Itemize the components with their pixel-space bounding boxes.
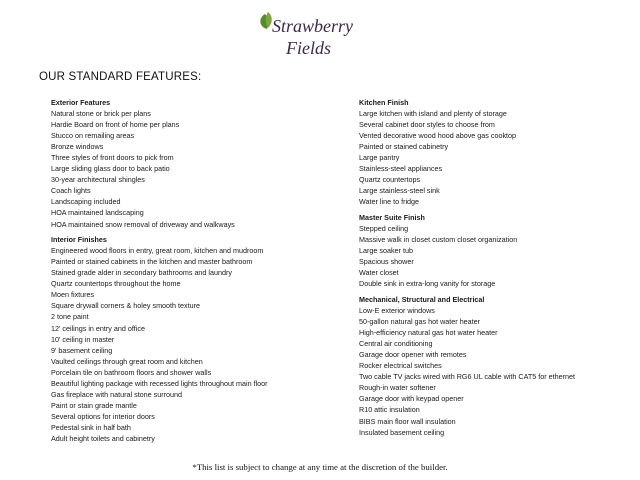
feature-item: Square drywall corners & holey smooth texture xyxy=(51,301,201,311)
feature-item: 10' ceiling in master xyxy=(51,334,115,344)
logo-graphic xyxy=(256,10,356,62)
feature-item: 9' basement ceiling xyxy=(51,345,113,355)
section-title: Kitchen Finish xyxy=(359,98,409,107)
feature-item: Massive walk in closet custom closet organization xyxy=(359,235,518,245)
feature-item: 2 tone paint xyxy=(51,312,89,322)
logo-text-line1: Strawberry xyxy=(272,16,353,36)
feature-item: Water closet xyxy=(359,268,399,278)
right-feature-column xyxy=(359,97,629,442)
feature-item: Large pantry xyxy=(359,153,400,163)
feature-item: High-efficiency natural gas hot water heater xyxy=(359,328,498,338)
feature-item: Painted or stained cabinets in the kitchen and master bathroom xyxy=(51,257,253,267)
feature-item: Beautiful lighting package with recessed lights throughout main floor xyxy=(51,378,268,388)
feature-item: Stained grade alder in secondary bathrooms and laundry xyxy=(51,268,233,278)
feature-item: Coach lights xyxy=(51,186,91,196)
feature-item: Landscaping included xyxy=(51,197,121,207)
feature-item: 30-year architectural shingles xyxy=(51,175,145,185)
feature-item: Several options for interior doors xyxy=(51,411,155,421)
feature-item: Double sink in extra-long vanity for storage xyxy=(359,279,496,289)
feature-item: Low-E exterior windows xyxy=(359,306,435,316)
feature-item: Moen fixtures xyxy=(51,290,95,300)
strawberry-fields-logo xyxy=(256,10,356,62)
feature-item: 50-gallon natural gas hot water heater xyxy=(359,317,481,327)
feature-item: R10 attic insulation xyxy=(359,405,420,415)
feature-item: Spacious shower xyxy=(359,257,414,267)
feature-item: Two cable TV jacks wired with RG6 UL cable with CAT5 for ethernet xyxy=(359,372,575,382)
feature-section xyxy=(51,234,341,444)
feature-item: Water line to fridge xyxy=(359,197,420,207)
feature-item: Engineered wood floors in entry, great room, kitchen and mudroom xyxy=(51,246,264,256)
feature-item: HOA maintained landscaping xyxy=(51,208,144,218)
feature-item: Garage door opener with remotes xyxy=(359,350,467,360)
feature-item: Stepped ceiling xyxy=(359,224,409,234)
feature-item: Several cabinet door styles to choose from xyxy=(359,120,495,130)
feature-item: Quartz countertops xyxy=(359,175,421,185)
feature-item: Paint or stain grade mantle xyxy=(51,400,137,410)
feature-item: Large soaker tub xyxy=(359,246,413,256)
feature-item: Quartz countertops throughout the home xyxy=(51,279,181,289)
feature-item: Adult height toilets and cabinetry xyxy=(51,434,155,443)
left-feature-column xyxy=(51,97,341,449)
feature-section xyxy=(359,212,629,289)
section-title: Exterior Features xyxy=(51,98,111,107)
disclaimer-note: *This list is subject to change at any time at the discretion of the builder. xyxy=(192,462,448,472)
feature-item: Rocker electrical switches xyxy=(359,361,442,371)
feature-item: Garage door with keypad opener xyxy=(359,394,464,404)
feature-item: Central air conditioning xyxy=(359,339,433,349)
feature-item: Gas fireplace with natural stone surround xyxy=(51,389,183,399)
section-title: Master Suite Finish xyxy=(359,213,425,223)
feature-item: Stainless-steel appliances xyxy=(359,164,443,174)
feature-item: Vented decorative wood hood above gas cooktop xyxy=(359,131,517,141)
feature-section xyxy=(359,294,629,438)
feature-item: Stucco on remailing areas xyxy=(51,131,135,141)
feature-item: Rough-in water softener xyxy=(359,383,436,393)
page-title: OUR STANDARD FEATURES: xyxy=(39,71,202,83)
feature-item: Vaulted ceilings through great room and kitchen xyxy=(51,356,203,366)
feature-item: Insulated basement ceiling xyxy=(359,427,445,437)
feature-item: Natural stone or brick per plans xyxy=(51,109,151,119)
feature-item: Pedestal sink in half bath xyxy=(51,422,131,432)
feature-item: Porcelain tile on bathroom floors and shower walls xyxy=(51,367,212,377)
feature-item: Three styles of front doors to pick from xyxy=(51,153,174,163)
feature-item: Large kitchen with island and plenty of storage xyxy=(359,109,507,119)
section-title: Mechanical, Structural and Electrical xyxy=(359,294,485,304)
feature-item: Large sliding glass door to back patio xyxy=(51,164,170,174)
feature-item: Painted or stained cabinetry xyxy=(359,142,449,152)
feature-item: Bronze windows xyxy=(51,142,104,152)
feature-item: Large stainless-steel sink xyxy=(359,186,440,196)
section-title: Interior Finishes xyxy=(51,235,107,245)
feature-section xyxy=(51,97,341,230)
logo-text-line2: Fields xyxy=(286,38,331,58)
feature-item: BIBS main floor wall insulation xyxy=(359,416,456,426)
feature-item: HOA maintained snow removal of driveway and walkways xyxy=(51,219,235,229)
feature-item: Hardie Board on front of home per plans xyxy=(51,120,180,130)
feature-section xyxy=(359,97,629,207)
feature-item: 12' ceilings in entry and office xyxy=(51,323,145,333)
